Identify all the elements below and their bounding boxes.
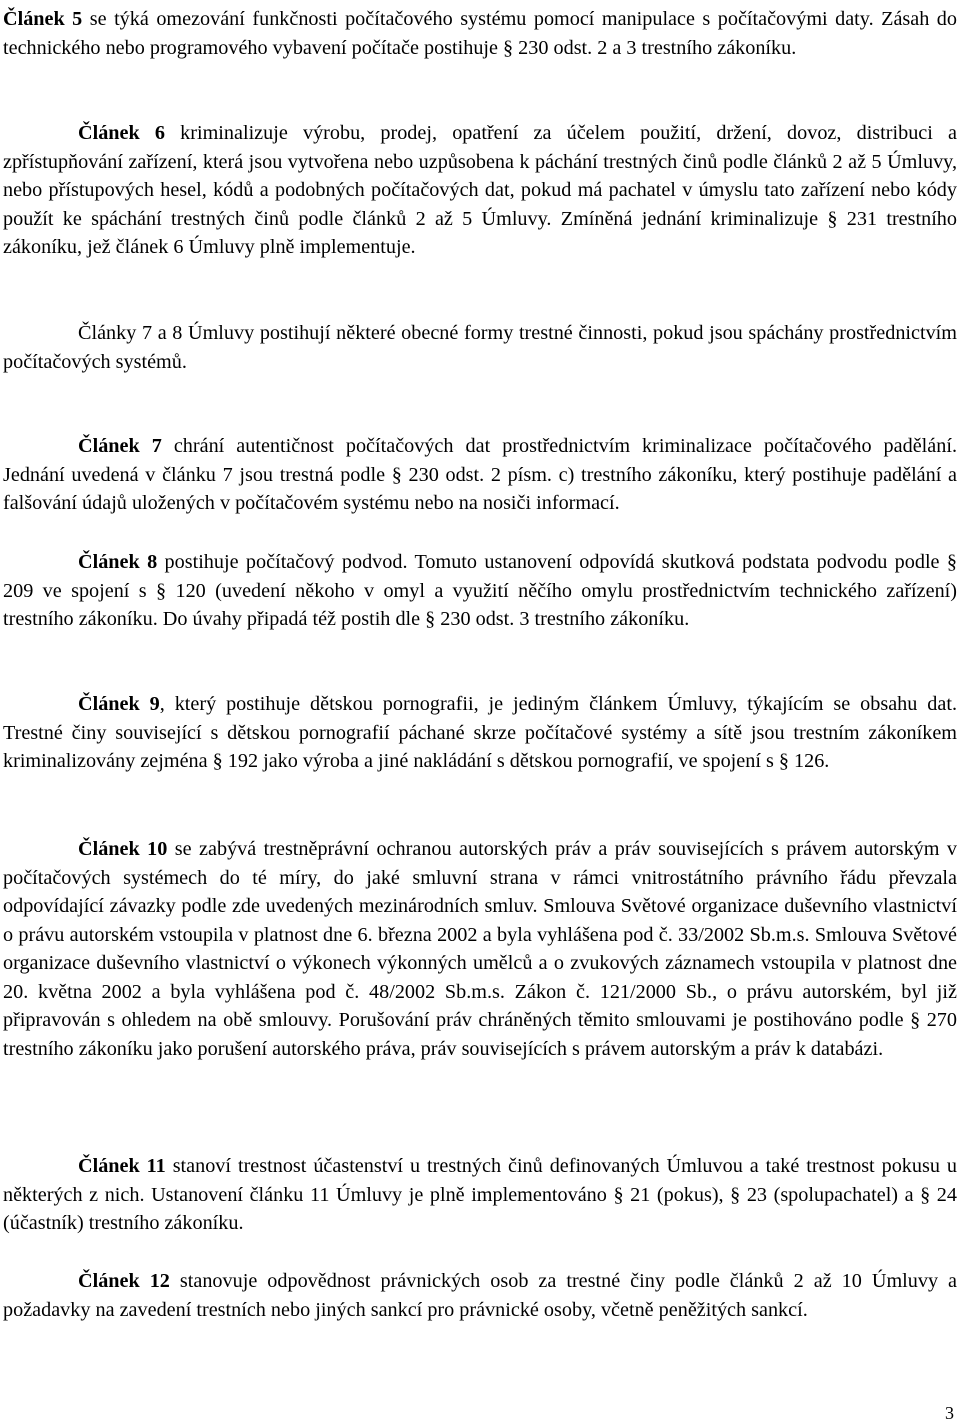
paragraph-text: stanoví trestnost účastenství u trestných činů definovaných Úmluvou a také trestnost pokusu u některých z nich. Ustanovení článku 11 Úmluvy je plně implementováno § 21 (pokus), § 23 (spolupachatel) a § 24 (účastník) trestního zákoníku. (3, 1155, 957, 1234)
paragraph-heading: Článek 6 (78, 122, 165, 144)
paragraph-heading: Článek 7 (78, 435, 162, 457)
paragraph-clanek-9 (3, 690, 957, 776)
paragraph-clanek-12 (3, 1267, 957, 1324)
paragraph-text: stanovuje odpovědnost právnických osob za trestné činy podle článků 2 až 10 Úmluvy a požadavky na zavedení trestních nebo jiných sankcí pro právnické osoby, včetně peněžitých sankcí. (3, 1270, 958, 1321)
paragraph-heading: Článek 8 (78, 551, 158, 573)
paragraph-clanek-5 (3, 5, 957, 62)
paragraph-text: se zabývá trestněprávní ochranou autorských práv a práv souvisejících s právem autorským v počítačových systémech do té míry, do jaké smluvní strana v rámci vnitrostátního právního řádu převzala odpovídající závazky podle zde uvedených mezinárodních smluv. Smlouva Světové organizace duševního vlastnictví o právu autorském vstoupila v platnost dne 6. března 2002 a byla vyhlášena pod č. 33/2002 Sb.m.s. Smlouva Světové organizace duševního vlastnictví o výkonech výkonných umělců a o zvukových záznamech vstoupila v platnost dne 20. května 2002 a byla vyhlášena pod č. 48/2002 Sb.m.s. Zákon č. 121/2000 Sb., o právu autorském, byl již připravován s ohledem na obě smlouvy. Porušování práv chráněných těmito smlouvami je postihováno podle § 270 trestního zákoníku jako porušení autorského práva, práv souvisejících s právem autorským a práv k databázi. (3, 838, 957, 1060)
paragraph-text: kriminalizuje výrobu, prodej, opatření za účelem použití, držení, dovoz, distribuci a zpřístupňování zařízení, která jsou vytvořena nebo uzpůsobena k páchání trestných činů podle článků 2 až 5 Úmluvy, nebo přístupových hesel, kódů a podobných počítačových dat, pokud má pachatel v úmyslu tato zařízení nebo kódy použít ke spáchání trestných činů podle článků 2 až 5 Úmluvy. Zmíněná jednání kriminalizuje § 231 trestního zákoníku, jež článek 6 Úmluvy plně implementuje. (3, 122, 957, 258)
paragraph-clanek-7 (3, 432, 957, 518)
paragraph-heading: Článek 12 (78, 1270, 170, 1292)
paragraph-clanek-8 (3, 548, 957, 634)
paragraph-heading: Článek 5 (3, 8, 83, 30)
paragraph-text: postihuje počítačový podvod. Tomuto ustanovení odpovídá skutková podstata podvodu podle § 209 ve spojení s § 120 (uvedení někoho v omyl a využití něčího omylu prostřednictvím technického zařízení) trestního zákoníku. Do úvahy připadá též postih dle § 230 odst. 3 trestního zákoníku. (3, 551, 957, 630)
paragraph-text: Články 7 a 8 Úmluvy postihují některé obecné formy trestné činnosti, pokud jsou spáchány prostřednictvím počítačových systémů. (3, 322, 957, 373)
paragraph-text: se týká omezování funkčnosti počítačového systému pomocí manipulace s počítačovými daty. Zásah do technického nebo programového vybavení počítače postihuje § 230 odst. 2 a 3 trestního zákoníku. (3, 8, 957, 59)
paragraph-text: chrání autentičnost počítačových dat prostřednictvím kriminalizace počítačového padělání. Jednání uvedená v článku 7 jsou trestná podle § 230 odst. 2 písm. c) trestního zákoníku, který postihuje padělání a falšování údajů uložených v počítačovém systému nebo na nosiči informací. (3, 435, 957, 514)
page-number: 3 (945, 1403, 954, 1423)
paragraph-clanky-7-8 (3, 319, 957, 376)
paragraph-clanek-10 (3, 835, 957, 1063)
paragraph-heading: Článek 11 (78, 1155, 166, 1177)
paragraph-heading: Článek 9 (78, 693, 160, 715)
paragraph-clanek-6 (3, 119, 957, 262)
paragraph-heading: Článek 10 (78, 838, 168, 860)
paragraph-clanek-11 (3, 1152, 957, 1238)
paragraph-text: , který postihuje dětskou pornografii, je jediným článkem Úmluvy, týkajícím se obsahu dat. Trestné činy související s dětskou pornografií páchané skrze počítačové systémy a sítě jsou trestním zákoníkem kriminalizovány zejména § 192 jako výroba a jiné nakládání s dětskou pornografií, ve spojení s § 126. (3, 693, 957, 772)
